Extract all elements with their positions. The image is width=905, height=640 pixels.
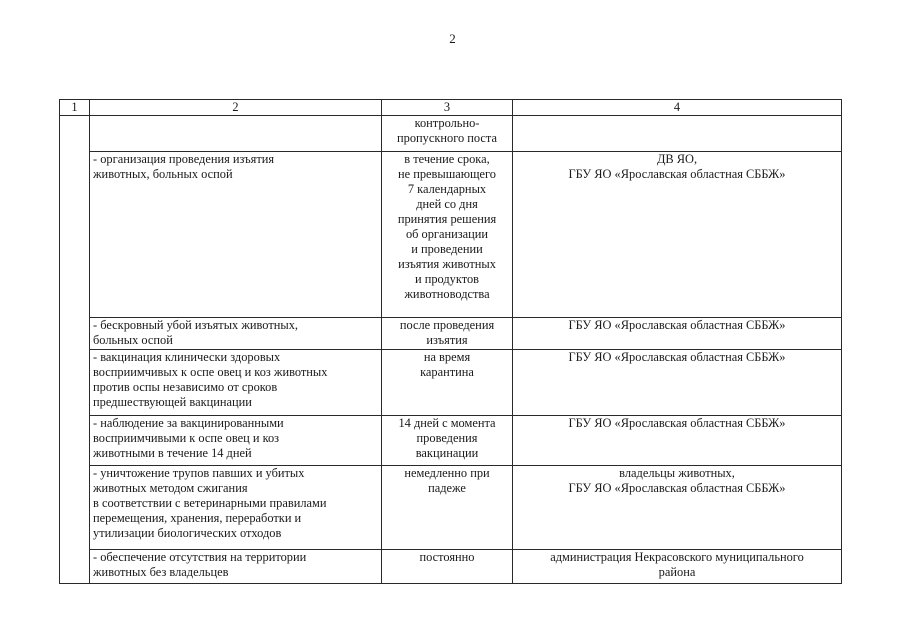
measure-text: - обеспечение отсутствия на территории животных без владельцев xyxy=(93,550,307,579)
table-row xyxy=(60,466,842,550)
page-number: 2 xyxy=(449,31,456,46)
measure-text: - уничтожение трупов павших и убитых животных методом сжигания в соответствии с ветеринарными правилами перемещения, хранения, переработки и утилизации биологических отходов xyxy=(93,466,327,540)
responsible-text: ГБУ ЯО «Ярославская областная СББЖ» xyxy=(568,416,786,430)
responsible-cell xyxy=(513,116,842,152)
table-row xyxy=(60,152,842,318)
responsible-text: ГБУ ЯО «Ярославская областная СББЖ» xyxy=(568,318,786,332)
responsible-cell xyxy=(513,550,842,584)
measure-cell xyxy=(90,466,382,550)
term-text: на время карантина xyxy=(420,350,474,379)
header-cell-3: 3 xyxy=(382,100,513,116)
measure-text: - бескровный убой изъятых животных, больных оспой xyxy=(93,318,298,347)
table-row xyxy=(60,116,842,152)
measure-text: - вакцинация клинически здоровых восприимчивых к оспе овец и коз животных против оспы независимо от сроков предшествующей вакцинации xyxy=(93,350,328,409)
measure-cell xyxy=(90,116,382,152)
responsible-cell xyxy=(513,350,842,416)
measures-table xyxy=(59,99,842,584)
term-text: немедленно при падеже xyxy=(404,466,490,495)
measure-cell xyxy=(90,416,382,466)
responsible-text: ГБУ ЯО «Ярославская областная СББЖ» xyxy=(568,350,786,364)
header-cell-2: 2 xyxy=(90,100,382,116)
table-row xyxy=(60,550,842,584)
term-text: контрольно- пропускного поста xyxy=(397,116,497,145)
measure-cell xyxy=(90,152,382,318)
term-cell xyxy=(382,466,513,550)
header-cell-1: 1 xyxy=(60,100,90,116)
measure-cell xyxy=(90,550,382,584)
term-text: 14 дней с момента проведения вакцинации xyxy=(398,416,496,460)
term-cell xyxy=(382,318,513,350)
measure-text: - наблюдение за вакцинированными восприимчивыми к оспе овец и коз животными в течение 14 дней xyxy=(93,416,284,460)
term-cell xyxy=(382,152,513,318)
header-cell-4: 4 xyxy=(513,100,842,116)
responsible-text: ДВ ЯО, ГБУ ЯО «Ярославская областная СББЖ» xyxy=(568,152,786,181)
responsible-text: владельцы животных, ГБУ ЯО «Ярославская областная СББЖ» xyxy=(568,466,786,495)
term-cell xyxy=(382,116,513,152)
row-number-cell xyxy=(60,116,90,584)
term-text: после проведения изъятия xyxy=(399,318,495,347)
term-text: постоянно xyxy=(419,550,475,564)
table-row xyxy=(60,350,842,416)
responsible-cell xyxy=(513,318,842,350)
responsible-cell xyxy=(513,466,842,550)
table-header-row xyxy=(60,100,842,116)
measure-text: - организация проведения изъятия животных, больных оспой xyxy=(93,152,275,181)
table-row xyxy=(60,318,842,350)
term-cell xyxy=(382,416,513,466)
responsible-cell xyxy=(513,152,842,318)
term-cell xyxy=(382,550,513,584)
term-text: в течение срока, не превышающего 7 календарных дней со дня принятия решения об организации и проведении изъятия животных и продуктов животноводства xyxy=(397,152,497,301)
measure-cell xyxy=(90,350,382,416)
responsible-cell xyxy=(513,416,842,466)
measure-cell xyxy=(90,318,382,350)
table-row xyxy=(60,416,842,466)
term-cell xyxy=(382,350,513,416)
responsible-text: администрация Некрасовского муниципального района xyxy=(550,550,804,579)
